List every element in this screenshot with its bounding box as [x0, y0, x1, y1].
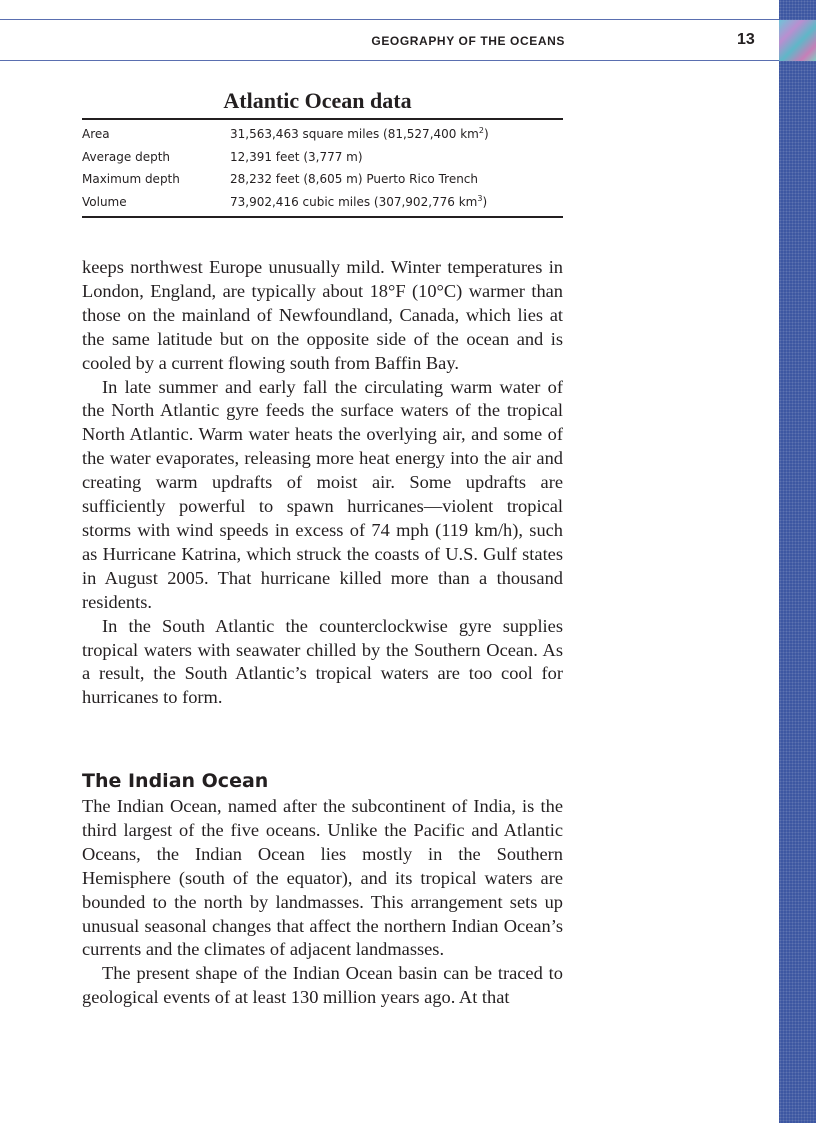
- atlantic-data-table-block: [82, 86, 563, 218]
- chapter-thumb-tab: [779, 20, 816, 61]
- table-rule-bottom: [82, 216, 563, 218]
- row-label: Average depth: [82, 149, 171, 164]
- body-paragraph: In the South Atlantic the counterclockwise gyre supplies tropical waters with seawater chilled by the Southern Ocean. As a result, the South Atlantic’s tropical waters are too cool for hurricanes to form.: [82, 615, 563, 708]
- body-paragraph: The present shape of the Indian Ocean basin can be traced to geological events of at least 130 million years ago. At that: [82, 963, 563, 1008]
- section-heading: The Indian Ocean: [82, 770, 269, 792]
- row-label: Area: [82, 127, 110, 141]
- table-row: [82, 146, 563, 169]
- body-text-block-2: [82, 795, 563, 1010]
- table-row: [82, 168, 563, 191]
- header-rule-bottom: [0, 60, 779, 61]
- row-label: Maximum depth: [82, 172, 180, 186]
- table-title: Atlantic Ocean data: [223, 88, 412, 113]
- body-paragraph: The Indian Ocean, named after the subcontinent of India, is the third largest of the five oceans. Unlike the Pacific and Atlantic Oceans, the Indian Ocean lies mostly in the Southern Hemisphere (south of the equator), and its tropical waters are bounded to the north by landmasses. This arrangement sets up unusual seasonal changes that affect the northern Indian Ocean’s currents and the climates of adjacent landmasses.: [82, 796, 563, 960]
- row-value: 73,902,416 cubic miles (307,902,776 $km^3$): [230, 193, 488, 209]
- row-label: Volume: [82, 194, 127, 209]
- running-head: GEOGRAPHY OF THE OCEANS: [371, 34, 565, 48]
- row-value: 31,563,463 square miles (81,527,400 $km^2$): [230, 126, 489, 141]
- row-value: 12,391 feet (3,777 m): [230, 149, 363, 164]
- table-row: [82, 191, 563, 214]
- body-paragraph: In late summer and early fall the circulating warm water of the North Atlantic gyre feeds the surface waters of the tropical North Atlantic. Warm water heats the overlying air, and some of the water evaporates, releasing more heat energy into the air and creating warm updrafts of moist air. Some updrafts are sufficiently powerful to spawn hurricanes—violent tropical storms with wind speeds in excess of 74 mph (119 km/h), such as Hurricane Katrina, which struck the coasts of U.S. Gulf states in August 2005. That hurricane killed more than a thousand residents.: [82, 376, 563, 612]
- body-text-block-1: [82, 256, 563, 710]
- data-table: [82, 123, 563, 213]
- header-rule-top: [0, 19, 779, 20]
- page-number: 13: [737, 31, 755, 48]
- table-rule-top: [82, 118, 563, 120]
- table-row: [82, 123, 563, 146]
- page-edge-color-bar: [779, 0, 816, 1123]
- body-paragraph: keeps northwest Europe unusually mild. Winter temperatures in London, England, are typically about 18°F (10°C) warmer than those on the mainland of Newfoundland, Canada, which lies at the same latitude but on the opposite side of the ocean and is cooled by a current flowing south from Baffin Bay.: [82, 257, 563, 373]
- row-value: 28,232 feet (8,605 m) Puerto Rico Trench: [230, 172, 479, 186]
